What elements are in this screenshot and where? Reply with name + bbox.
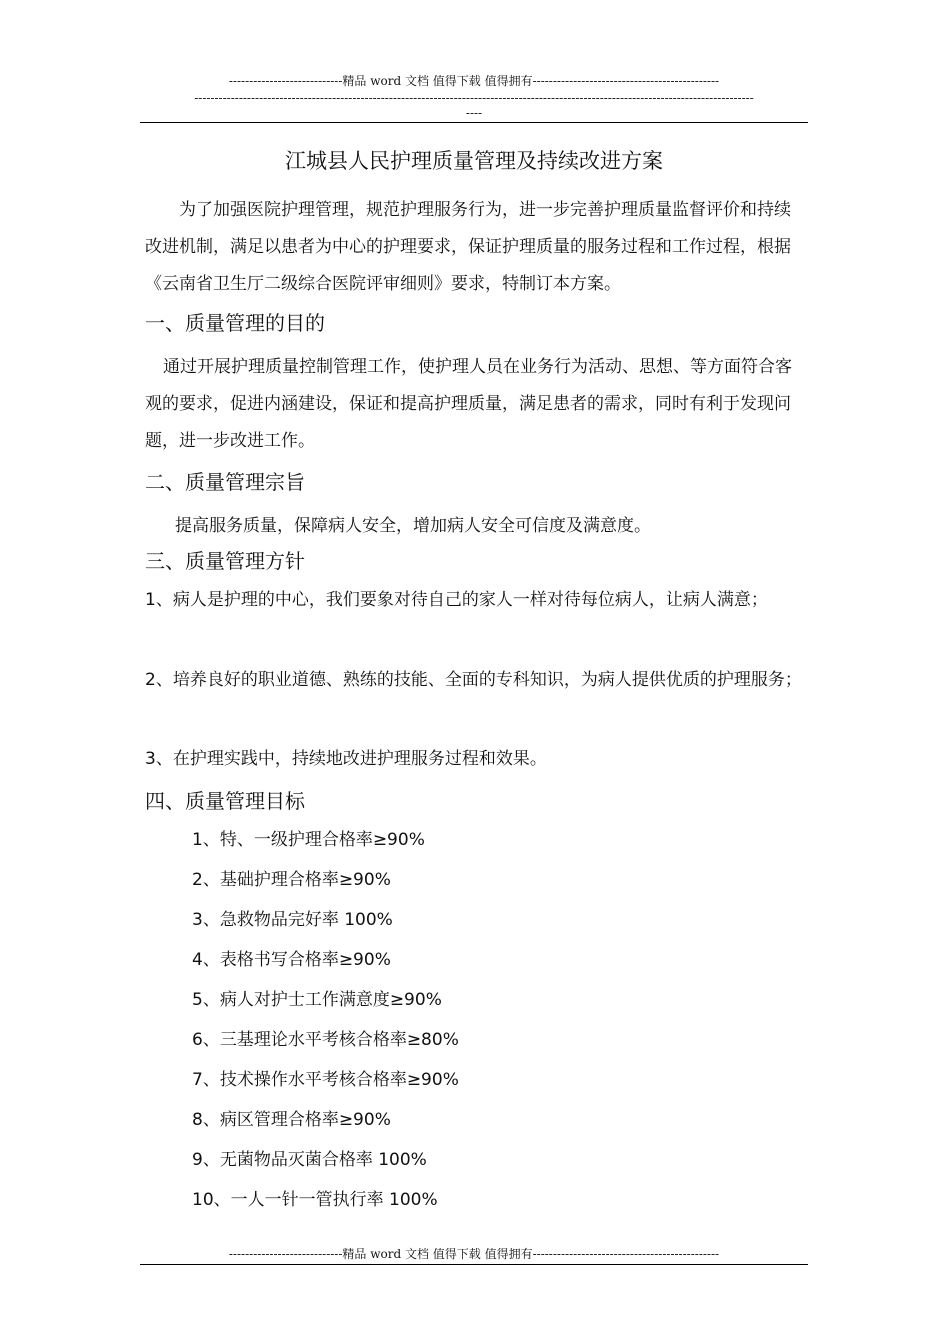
document-title: 江城县人民护理质量管理及持续改进方案 (285, 149, 663, 173)
policy-item: 1、病人是护理的中心，我们要象对待自己的家人一样对待每位病人，让病人满意； (145, 590, 768, 610)
section-heading-goals: 四、质量管理目标 (145, 789, 305, 813)
goal-item: 7、技术操作水平考核合格率≥90% (192, 1070, 459, 1090)
header-dash-line: ------------------------------------------------------------------------------------------------------------------------------------------ (194, 91, 754, 105)
goal-item: 6、三基理论水平考核合格率≥80% (192, 1030, 459, 1050)
policy-item: 2、培养良好的职业道德、熟练的技能、全面的专科知识，为病人提供优质的护理服务； (145, 670, 802, 690)
goal-item: 8、病区管理合格率≥90% (192, 1110, 391, 1130)
goal-item: 3、急救物品完好率 100% (192, 910, 393, 930)
goal-item: 4、表格书写合格率≥90% (192, 950, 391, 970)
footer-line: ----------------------------精品 word 文档 值得下载 值得拥有---------------------------------------------- (228, 1247, 720, 1261)
section-heading-policy: 三、质量管理方针 (145, 549, 305, 573)
intro-paragraph: 为了加强医院护理管理，规范护理服务行为，进一步完善护理质量监督评价和持续改进机制，满足以患者为中心的护理要求，保证护理质量的服务过程和工作过程，根据《云南省卫生厅二级综合医院评审细则》要求，特制订本方案。 (145, 200, 791, 294)
footer-rule (140, 1264, 808, 1265)
aim-paragraph: 提高服务质量，保障病人安全，增加病人安全可信度及满意度。 (175, 516, 651, 536)
goal-item: 1、特、一级护理合格率≥90% (192, 830, 425, 850)
goal-item: 2、基础护理合格率≥90% (192, 870, 391, 890)
goals-list (192, 820, 459, 1220)
goal-item: 10、一人一针一管执行率 100% (192, 1190, 438, 1210)
goal-item: 9、无菌物品灭菌合格率 100% (192, 1150, 427, 1170)
section-heading-aim: 二、质量管理宗旨 (145, 470, 305, 494)
header-rule (140, 122, 808, 123)
purpose-paragraph: 通过开展护理质量控制管理工作，使护理人员在业务行为活动、思想、等方面符合客观的要求，促进内涵建设，保证和提高护理质量，满足患者的需求，同时有利于发现问题，进一步改进工作。 (145, 357, 792, 451)
section-heading-purpose: 一、质量管理的目的 (145, 311, 325, 335)
policy-item: 3、在护理实践中，持续地改进护理服务过程和效果。 (145, 749, 547, 769)
header-line: ----------------------------精品 word 文档 值得下载 值得拥有---------------------------------------------- (228, 74, 720, 88)
header-dash-tail: ---- (465, 106, 483, 120)
goal-item: 5、病人对护士工作满意度≥90% (192, 990, 442, 1010)
